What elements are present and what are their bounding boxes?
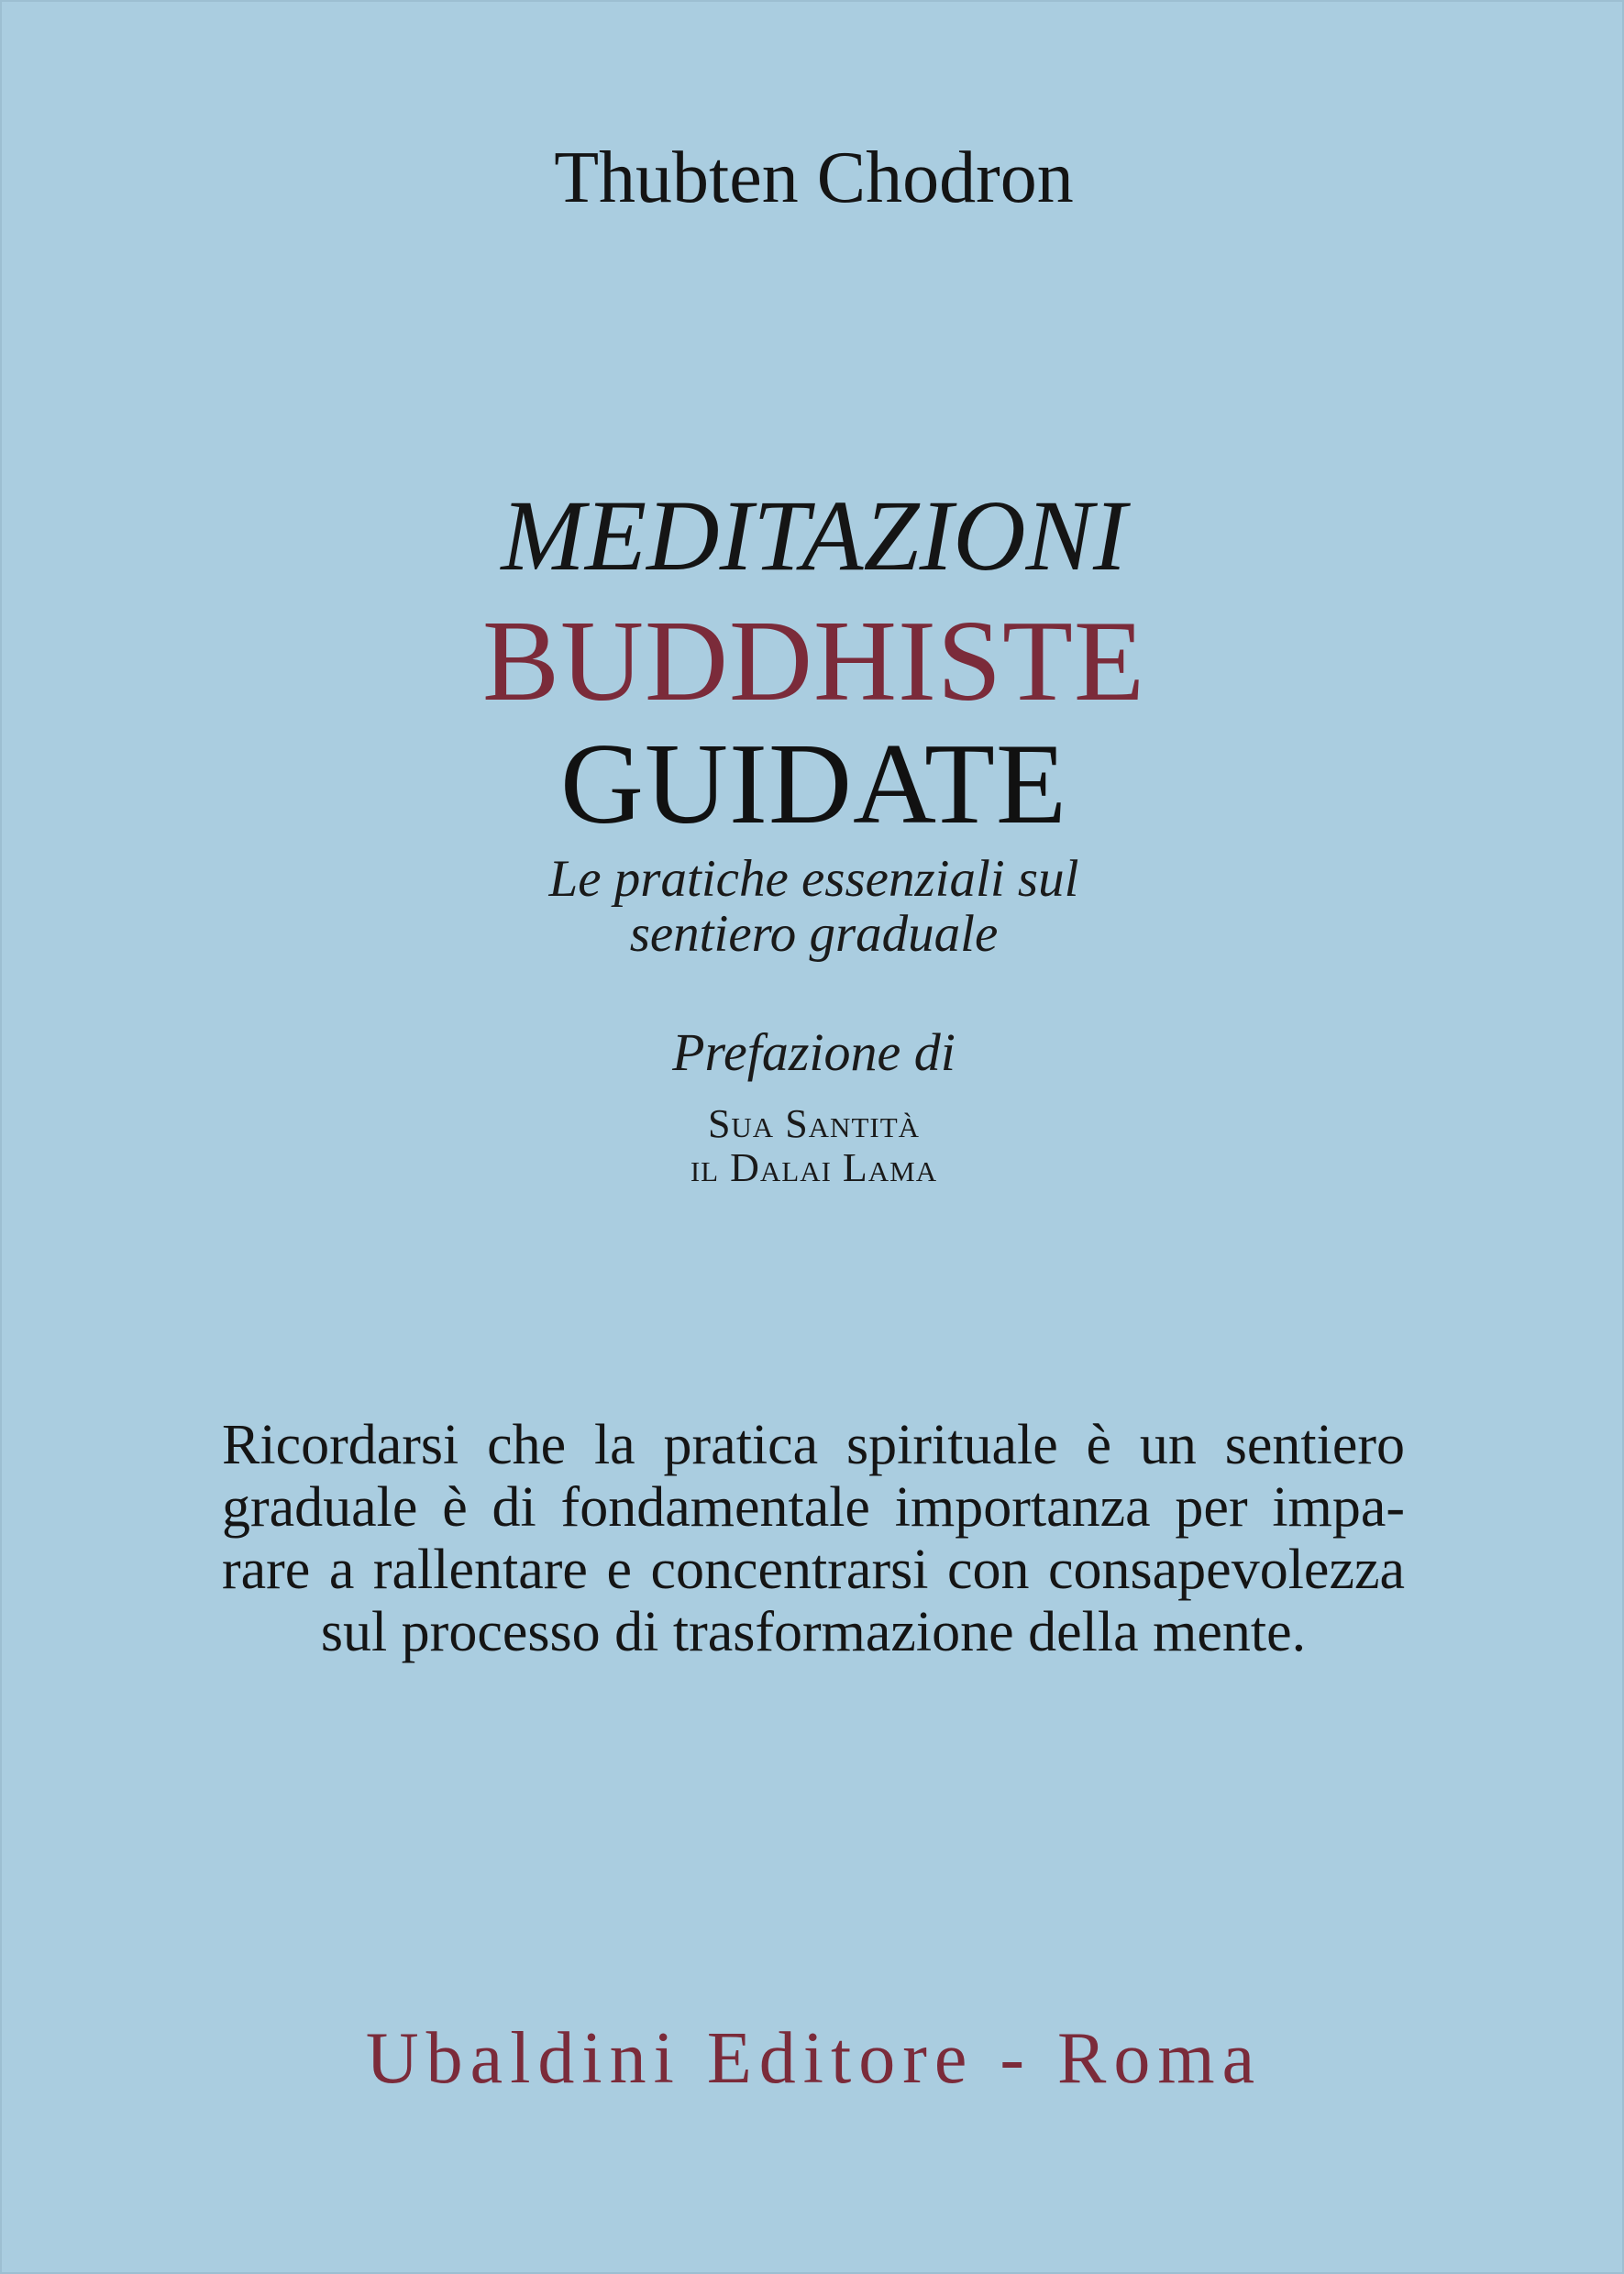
blurb-line-4: sul processo di trasformazione della mente. [320, 1601, 1307, 1663]
subtitle-line-2: sentiero graduale [629, 905, 999, 963]
subtitle-line-1: Le pratiche essenziali sul [548, 850, 1079, 908]
preface-author-line-2: il Dalai Lama [690, 1145, 938, 1190]
author-name: Thubten Chodron [554, 138, 1074, 218]
preface-label: Prefazione di [672, 1022, 956, 1082]
preface-author-line-1: Sua Santità [707, 1101, 921, 1146]
title-line-1: MEDITAZIONI [501, 480, 1127, 591]
blurb-line-3: rare a rallentare e concentrarsi con consapevolezza [222, 1539, 1405, 1601]
title-line-2: BUDDHISTE [482, 598, 1145, 725]
blurb-line-1: Ricordarsi che la pratica spirituale è un sentiero [222, 1414, 1405, 1476]
publisher-name: Ubaldini Editore - Roma [365, 2018, 1263, 2099]
blurb-line-2: graduale è di fondamentale importanza per impa- [222, 1476, 1405, 1539]
title-line-3: GUIDATE [560, 721, 1067, 848]
cover-blurb [222, 1414, 1405, 1663]
